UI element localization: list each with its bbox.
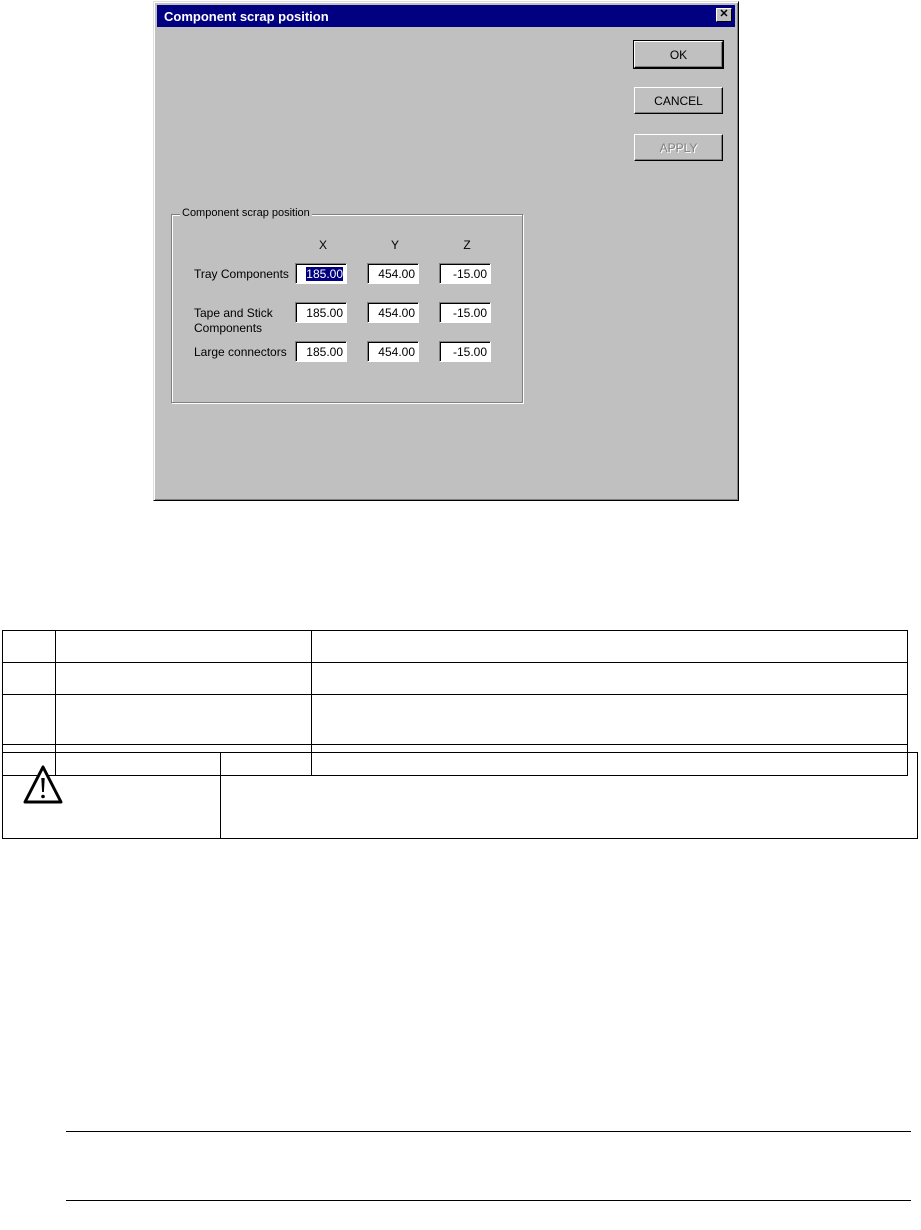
table-cell bbox=[3, 631, 56, 663]
table-cell bbox=[3, 695, 56, 745]
large-connectors-x-field[interactable]: 185.00 bbox=[295, 341, 347, 362]
warning-divider bbox=[220, 753, 221, 838]
group-legend: Component scrap position bbox=[182, 207, 310, 219]
title-bar[interactable] bbox=[157, 5, 735, 27]
table-row bbox=[3, 663, 908, 695]
tray-z-field[interactable]: -15.00 bbox=[439, 263, 491, 284]
warning-triangle-icon bbox=[23, 765, 63, 805]
ok-button[interactable]: OK bbox=[634, 41, 723, 68]
tape-stick-z-field[interactable]: -15.00 bbox=[439, 302, 491, 323]
table-cell bbox=[312, 663, 908, 695]
component-scrap-dialog bbox=[153, 1, 739, 501]
table-cell bbox=[3, 663, 56, 695]
tape-stick-x-field[interactable]: 185.00 bbox=[295, 302, 347, 323]
large-connectors-z-field[interactable]: -15.00 bbox=[439, 341, 491, 362]
tray-x-value: 185.00 bbox=[306, 267, 343, 281]
table-cell bbox=[312, 695, 908, 745]
table-row bbox=[3, 695, 908, 745]
note-bottom-rule bbox=[66, 1200, 911, 1201]
dialog-title: Component scrap position bbox=[164, 9, 329, 24]
table-cell bbox=[56, 631, 312, 663]
column-header-z: Z bbox=[463, 238, 471, 252]
table-cell bbox=[312, 631, 908, 663]
tray-y-field[interactable]: 454.00 bbox=[367, 263, 419, 284]
tray-x-field[interactable] bbox=[295, 263, 347, 284]
column-header-y: Y bbox=[390, 238, 399, 252]
column-header-x: X bbox=[318, 238, 327, 252]
table-row bbox=[3, 631, 908, 663]
note-top-rule bbox=[66, 1131, 911, 1132]
close-icon: ✕ bbox=[719, 8, 729, 20]
table-cell bbox=[56, 695, 312, 745]
table-cell bbox=[56, 663, 312, 695]
row-label-tray: Tray Components bbox=[194, 267, 289, 281]
row-label-tape-stick: Tape and Stick Components bbox=[194, 306, 273, 335]
warning-box bbox=[2, 752, 918, 839]
tape-stick-y-field[interactable]: 454.00 bbox=[367, 302, 419, 323]
large-connectors-y-field[interactable]: 454.00 bbox=[367, 341, 419, 362]
close-button[interactable] bbox=[716, 8, 732, 22]
row-label-large-connectors: Large connectors bbox=[194, 345, 287, 359]
apply-button[interactable]: APPLY bbox=[634, 134, 723, 161]
cancel-button[interactable]: CANCEL bbox=[634, 87, 723, 114]
